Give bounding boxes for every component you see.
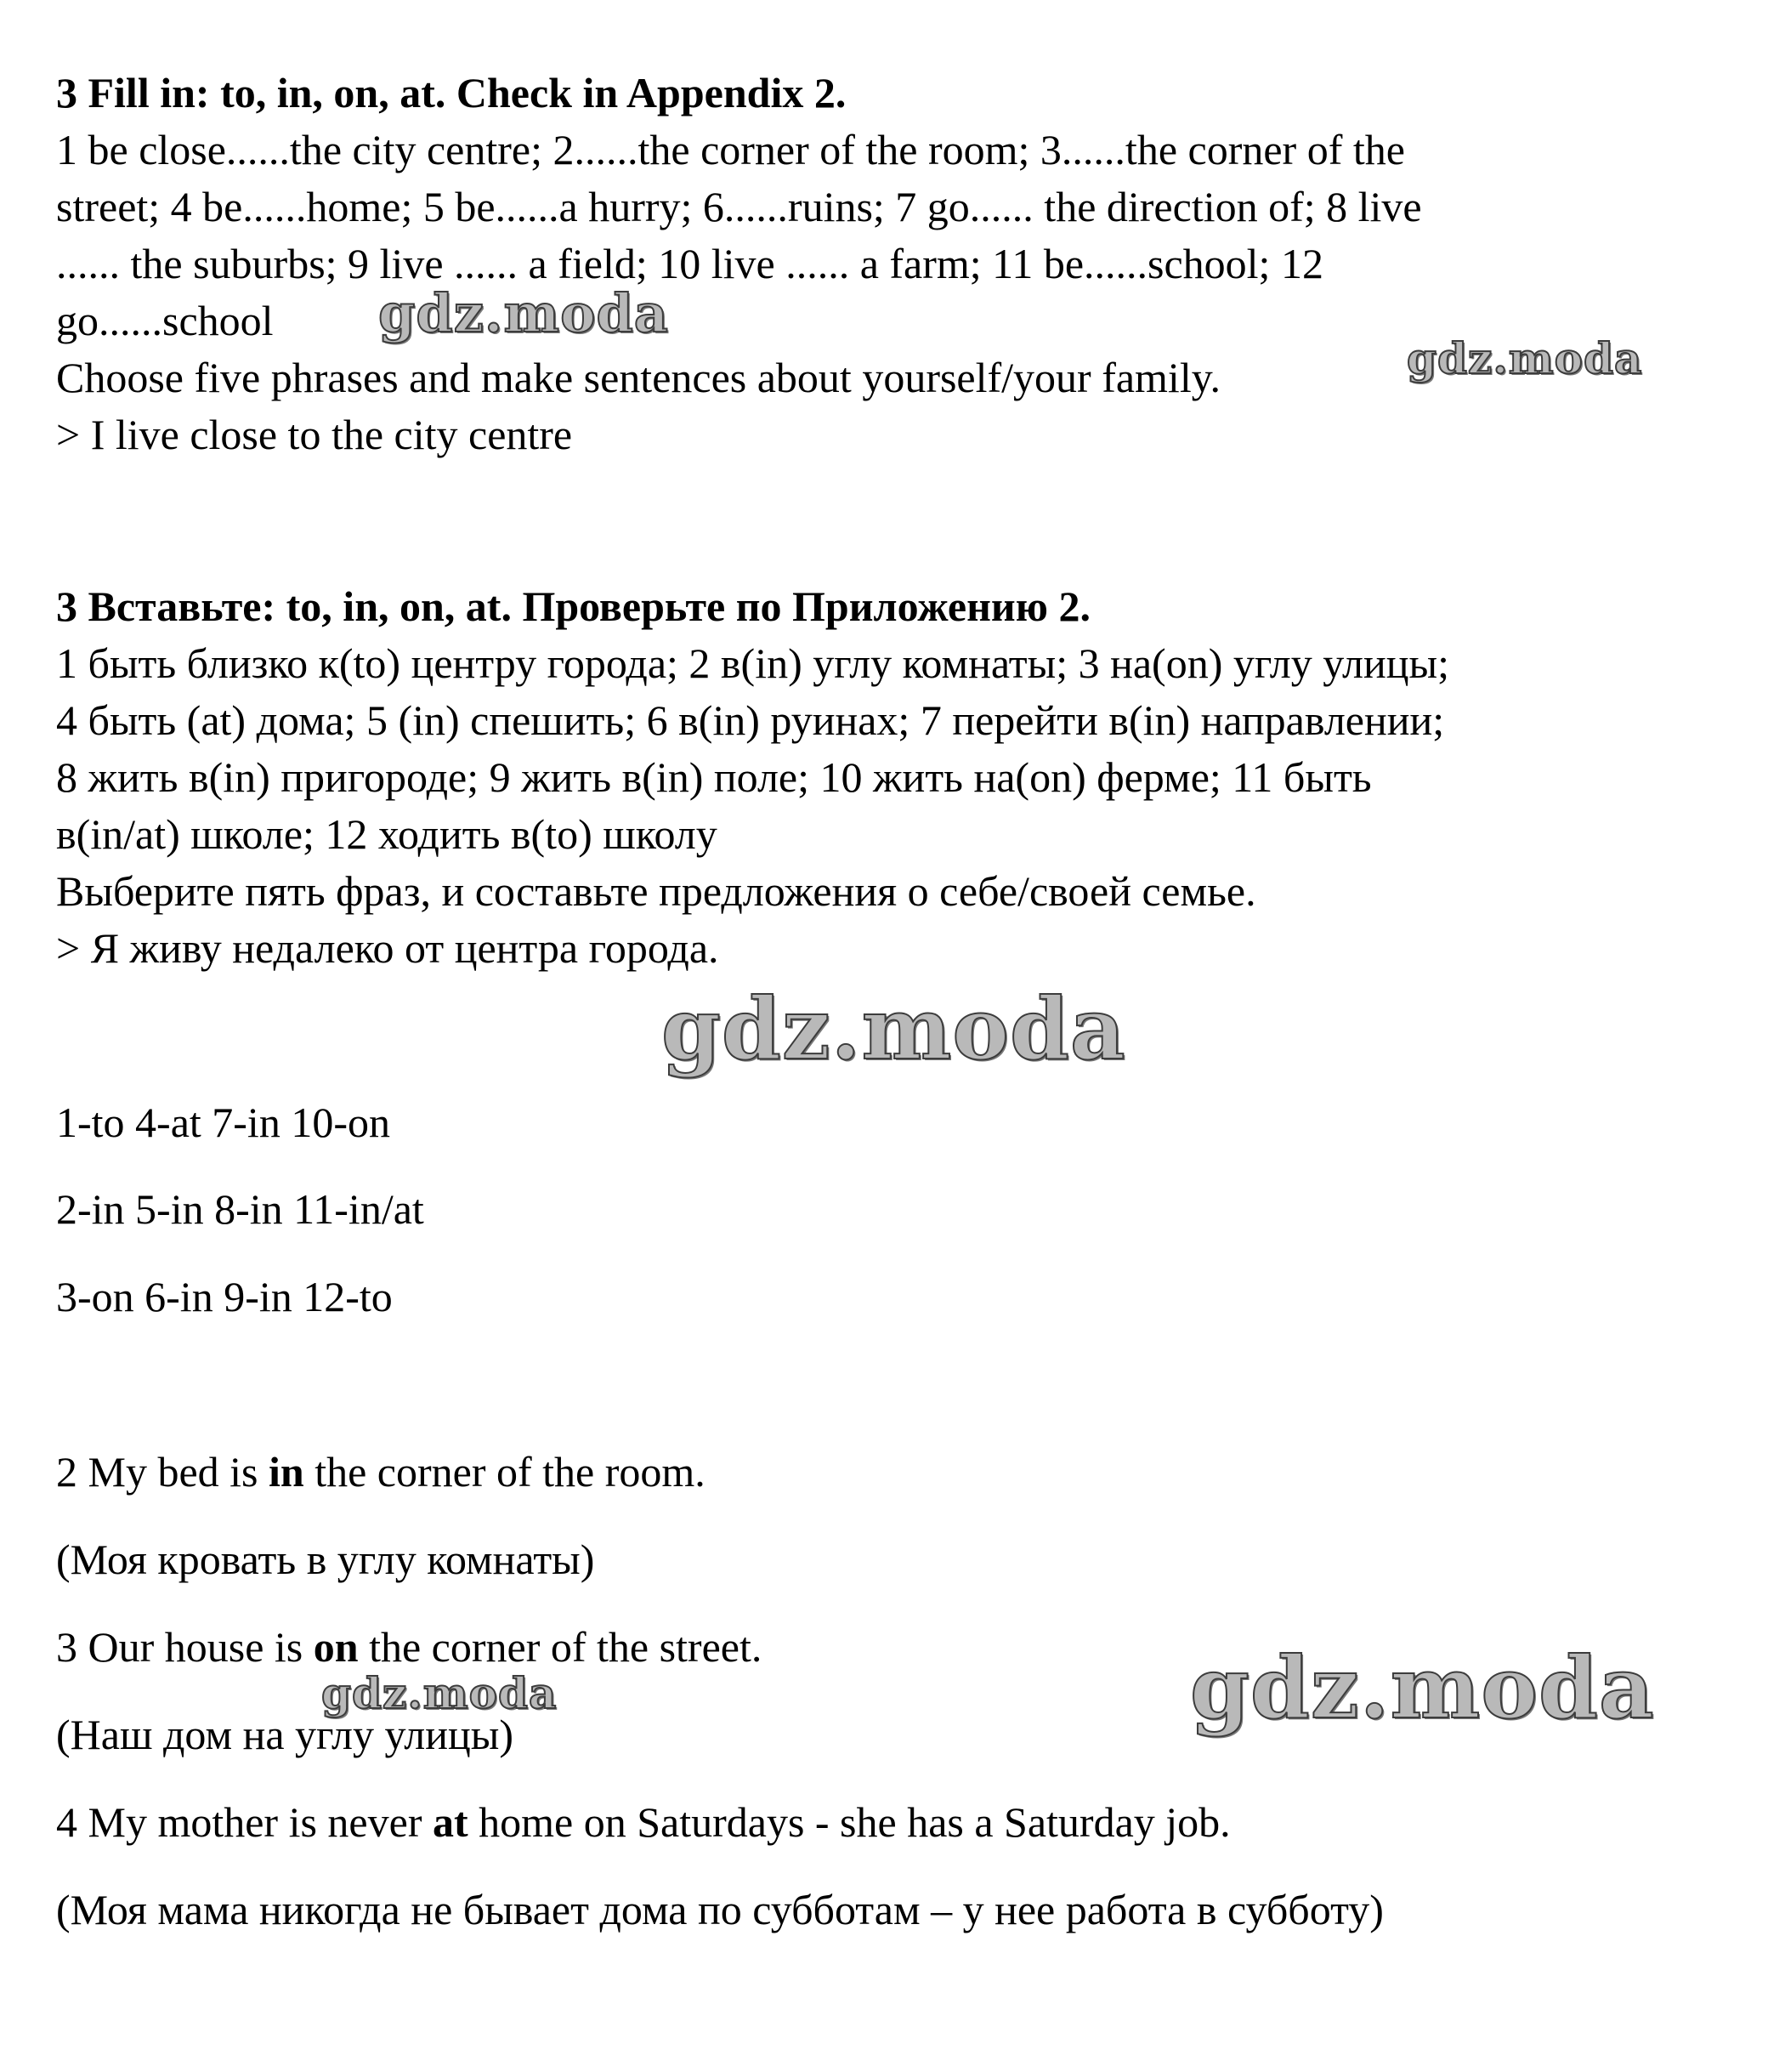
watermark: gdz.moda bbox=[1190, 1638, 1655, 1738]
english-line-1: 1 be close......the city centre; 2......the corner of the room; 3......the corner of the bbox=[56, 126, 1405, 173]
sentence-3-after: the corner of the street. bbox=[358, 1623, 762, 1671]
watermark: gdz.moda bbox=[321, 1668, 558, 1718]
sentence-4 bbox=[56, 1798, 1231, 1846]
english-line-3: ...... the suburbs; 9 live ...... a field; 10 live ...... a farm; 11 be......school; 12 bbox=[56, 240, 1323, 287]
russian-example: > Я живу недалеко от центра города. bbox=[56, 924, 719, 972]
sentence-2-before: 2 My bed is bbox=[56, 1448, 269, 1496]
answers-row-3: 3-on 6-in 9-in 12-to bbox=[56, 1273, 393, 1320]
sentence-3-translation: (Наш дом на углу улицы) bbox=[56, 1711, 513, 1758]
russian-line-4: в(in/at) школе; 12 ходить в(to) школу bbox=[56, 810, 717, 858]
sentence-4-before: 4 My mother is never bbox=[56, 1798, 433, 1846]
sentence-3-before: 3 Our house is bbox=[56, 1623, 314, 1671]
english-heading: 3 Fill in: to, in, on, at. Check in Appendix 2. bbox=[56, 69, 847, 116]
answers-row-2: 2-in 5-in 8-in 11-in/at bbox=[56, 1185, 424, 1233]
russian-line-1: 1 быть близко к(to) центру города; 2 в(in) углу комнаты; 3 на(on) углу улицы; bbox=[56, 639, 1450, 687]
sentence-2-after: the corner of the room. bbox=[303, 1448, 706, 1496]
watermark: gdz.moda bbox=[378, 282, 669, 344]
english-line-4: go......school bbox=[56, 297, 274, 344]
sentence-2-translation: (Моя кровать в углу комнаты) bbox=[56, 1536, 595, 1583]
sentence-3-preposition: on bbox=[313, 1623, 359, 1671]
sentence-2-preposition: in bbox=[269, 1448, 304, 1496]
russian-instruction: Выберите пять фраз, и составьте предложения о себе/своей семье. bbox=[56, 867, 1256, 915]
sentence-4-preposition: at bbox=[432, 1798, 468, 1846]
watermark: gdz.moda bbox=[1407, 333, 1643, 383]
english-example: > I live close to the city centre bbox=[56, 411, 573, 458]
sentence-4-translation: (Моя мама никогда не бывает дома по субботам – у нее работа в субботу) bbox=[56, 1886, 1384, 1933]
english-instruction: Choose five phrases and make sentences about yourself/your family. bbox=[56, 354, 1221, 401]
sentence-4-after: home on Saturdays - she has a Saturday job. bbox=[468, 1798, 1231, 1846]
answers-row-1: 1-to 4-at 7-in 10-on bbox=[56, 1098, 390, 1146]
russian-line-3: 8 жить в(in) пригороде; 9 жить в(in) поле; 10 жить на(on) ферме; 11 быть bbox=[56, 753, 1372, 801]
russian-heading: 3 Вставьте: to, in, on, at. Проверьте по Приложению 2. bbox=[56, 582, 1091, 630]
watermark: gdz.moda bbox=[661, 979, 1126, 1079]
sentence-3 bbox=[56, 1623, 762, 1671]
sentence-2 bbox=[56, 1448, 706, 1496]
english-line-2: street; 4 be......home; 5 be......a hurry; 6......ruins; 7 go...... the direction of; 8 live bbox=[56, 183, 1422, 230]
russian-line-2: 4 быть (at) дома; 5 (in) спешить; 6 в(in) руинах; 7 перейти в(in) направлении; bbox=[56, 696, 1445, 744]
